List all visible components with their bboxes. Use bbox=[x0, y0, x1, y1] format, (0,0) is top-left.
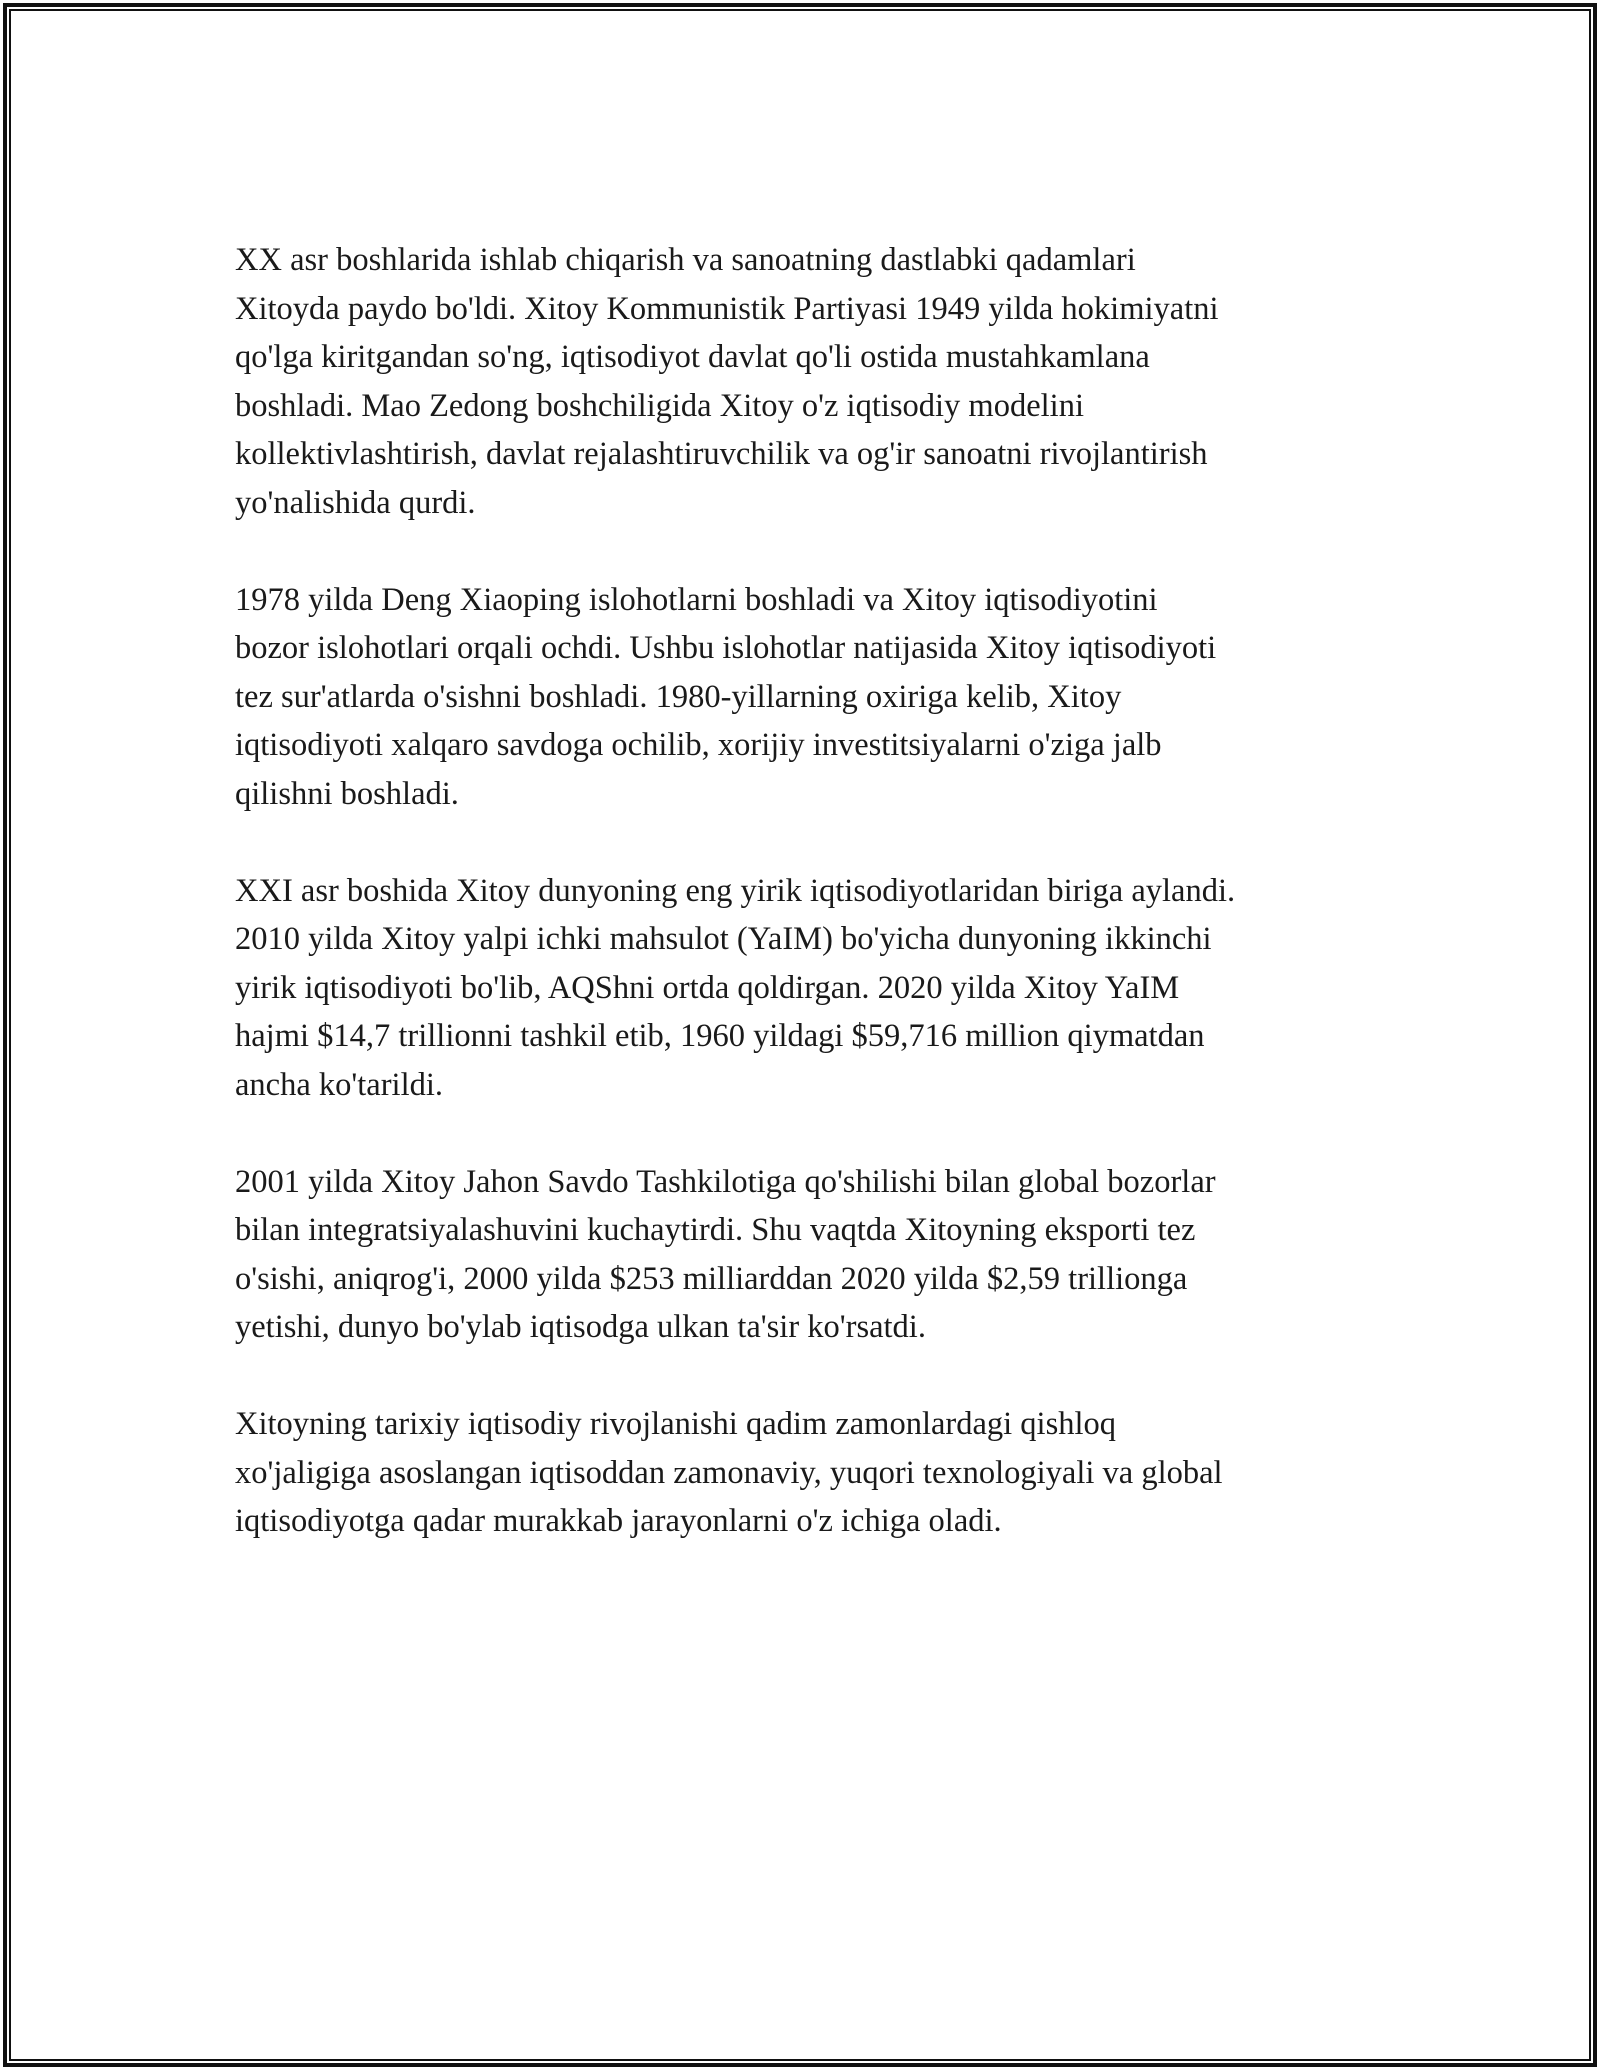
text-line: qo'lga kiritgandan so'ng, iqtisodiyot davlat qo'li ostida mustahkamlana bbox=[235, 339, 1150, 375]
text-line: iqtisodiyoti xalqaro savdoga ochilib, xorijiy investitsiyalarni o'ziga jalb bbox=[235, 727, 1162, 763]
text-line: yo'nalishida qurdi. bbox=[235, 484, 476, 521]
text-line: xo'jaligiga asoslangan iqtisoddan zamonaviy, yuqori texnologiyali va global bbox=[235, 1454, 1223, 1491]
text-line: tez sur'atlarda o'sishni boshladi. 1980-yillarning oxiriga kelib, Xitoy bbox=[235, 678, 1122, 715]
text-line: bilan integratsiyalashuvini kuchaytirdi. Shu vaqtda Xitoyning eksporti tez bbox=[235, 1212, 1196, 1248]
text-line: XX asr boshlarida ishlab chiqarish va sanoatning dastlabki qadamlari bbox=[235, 242, 1136, 278]
text-line: qilishni boshladi. bbox=[235, 775, 459, 812]
text-line: boshladi. Mao Zedong boshchiligida Xitoy o'z iqtisodiy modelini bbox=[235, 387, 1084, 424]
paragraph-4 bbox=[235, 1158, 1385, 1352]
paragraph-5 bbox=[235, 1400, 1385, 1546]
text-line: yetishi, dunyo bo'ylab iqtisodga ulkan ta'sir ko'rsatdi. bbox=[235, 1309, 926, 1345]
text-line: bozor islohotlari orqali ochdi. Ushbu islohotlar natijasida Xitoy iqtisodiyoti bbox=[235, 630, 1217, 666]
paragraph-1 bbox=[235, 236, 1385, 527]
document-body bbox=[235, 236, 1385, 1594]
text-line: hajmi $14,7 trillionni tashkil etib, 1960 yildagi $59,716 million qiymatdan bbox=[235, 1018, 1205, 1054]
paragraph-3 bbox=[235, 867, 1385, 1110]
text-line: XXI asr boshida Xitoy dunyoning eng yirik iqtisodiyotlaridan biriga aylandi. bbox=[235, 872, 1236, 909]
text-line: iqtisodiyotga qadar murakkab jarayonlarni o'z ichiga oladi. bbox=[235, 1503, 1002, 1539]
paragraph-2 bbox=[235, 576, 1385, 819]
text-line: Xitoyning tarixiy iqtisodiy rivojlanishi qadim zamonlardagi qishloq bbox=[235, 1406, 1117, 1442]
text-line: yirik iqtisodiyoti bo'lib, AQShni ortda qoldirgan. 2020 yilda Xitoy YaIM bbox=[235, 969, 1180, 1006]
text-line: 2001 yilda Xitoy Jahon Savdo Tashkilotiga qo'shilishi bilan global bozorlar bbox=[235, 1163, 1216, 1200]
text-line: 1978 yilda Deng Xiaoping islohotlarni boshladi va Xitoy iqtisodiyotini bbox=[235, 581, 1158, 618]
text-line: o'sishi, aniqrog'i, 2000 yilda $253 milliarddan 2020 yilda $2,59 trillionga bbox=[235, 1260, 1188, 1297]
text-line: kollektivlashtirish, davlat rejalashtiruvchilik va og'ir sanoatni rivojlantirish bbox=[235, 436, 1208, 472]
text-line: ancha ko'tarildi. bbox=[235, 1066, 443, 1103]
text-line: Xitoyda paydo bo'ldi. Xitoy Kommunistik Partiyasi 1949 yilda hokimiyatni bbox=[235, 290, 1219, 327]
text-line: 2010 yilda Xitoy yalpi ichki mahsulot (YaIM) bo'yicha dunyoning ikkinchi bbox=[235, 921, 1212, 957]
